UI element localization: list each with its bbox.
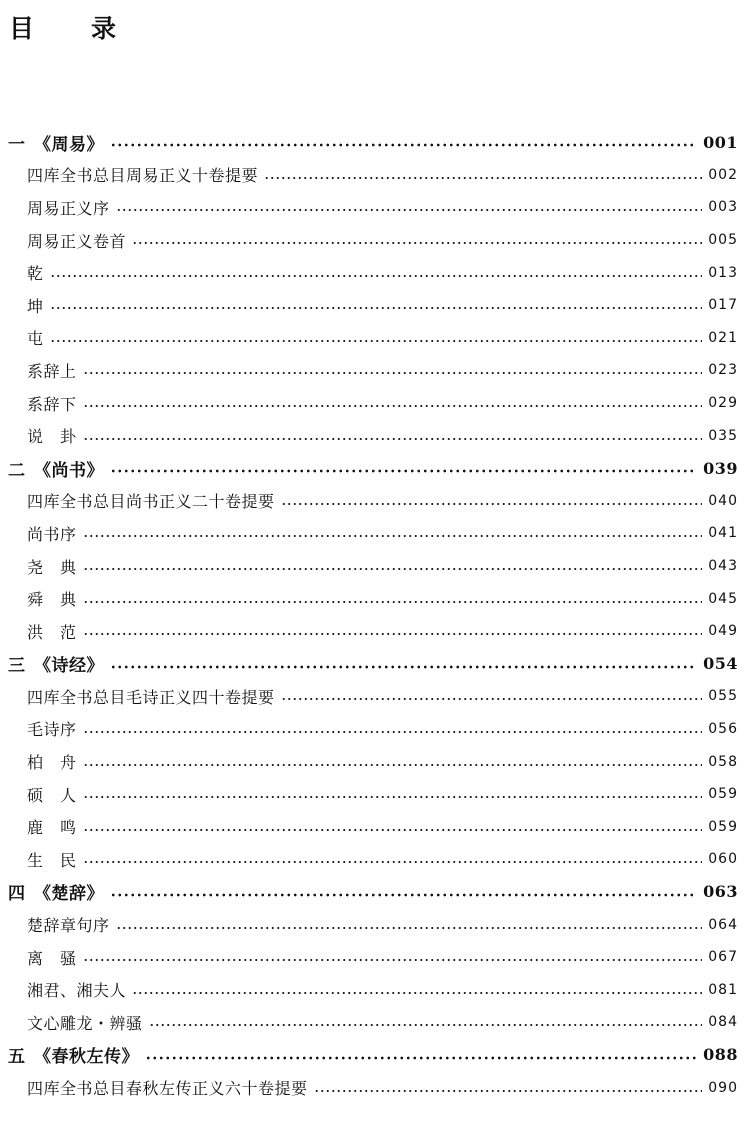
toc-entry-row[interactable] bbox=[0, 908, 738, 941]
toc-entry-title: 硕 人 bbox=[27, 785, 77, 805]
dot-leader bbox=[149, 1023, 703, 1027]
toc-entry-title: 四库全书总目尚书正义二十卷提要 bbox=[27, 492, 275, 512]
toc-entry-row[interactable] bbox=[0, 778, 738, 811]
dot-leader bbox=[83, 958, 703, 962]
toc-page-number: 084 bbox=[708, 1014, 738, 1031]
toc-entry-row[interactable] bbox=[0, 256, 738, 289]
toc-entry-row[interactable] bbox=[0, 485, 738, 518]
dot-leader bbox=[281, 502, 703, 506]
toc-chapter-title bbox=[8, 456, 104, 481]
toc-entry-title: 坤 bbox=[27, 296, 44, 316]
toc-entry-title: 四库全书总目毛诗正义四十卷提要 bbox=[27, 687, 275, 707]
toc-entry-title: 周易正义卷首 bbox=[27, 231, 127, 251]
dot-leader bbox=[83, 730, 703, 734]
dot-leader bbox=[83, 632, 703, 636]
toc-entry-row[interactable] bbox=[0, 973, 738, 1006]
dot-leader bbox=[83, 404, 703, 408]
toc-chapter-label: 《春秋左传》 bbox=[34, 1047, 139, 1068]
toc-chapter-row[interactable] bbox=[0, 1039, 738, 1072]
dot-leader bbox=[50, 339, 703, 343]
toc-chapter-label: 《诗经》 bbox=[34, 656, 104, 677]
dot-leader bbox=[281, 697, 703, 701]
toc-entry-title: 四库全书总目周易正义十卷提要 bbox=[27, 166, 259, 186]
dot-leader bbox=[83, 567, 703, 571]
toc-page-number: 039 bbox=[703, 458, 738, 478]
toc-page-number: 056 bbox=[708, 720, 738, 737]
dot-leader bbox=[83, 860, 703, 864]
dot-leader bbox=[83, 600, 703, 604]
dot-leader bbox=[50, 306, 703, 310]
toc-entry-title: 屯 bbox=[27, 329, 44, 349]
toc-page-number: 001 bbox=[703, 132, 738, 152]
toc-entry-title: 尧 典 bbox=[27, 557, 77, 577]
toc-entry-row[interactable] bbox=[0, 159, 738, 192]
toc-entry-title: 文心雕龙・辨骚 bbox=[27, 1013, 143, 1033]
toc-entry-title: 系辞上 bbox=[27, 361, 77, 381]
toc-page-number: 023 bbox=[708, 362, 738, 379]
toc-page-number: 058 bbox=[708, 753, 738, 770]
dot-leader bbox=[132, 241, 702, 245]
toc-entry-title: 乾 bbox=[27, 264, 44, 284]
toc-entry-row[interactable] bbox=[0, 941, 738, 974]
toc-page-number: 002 bbox=[708, 166, 738, 183]
toc-page-number: 067 bbox=[708, 949, 738, 966]
toc-entry-row[interactable] bbox=[0, 289, 738, 322]
toc-chapter-row[interactable] bbox=[0, 126, 738, 159]
dot-leader bbox=[110, 893, 697, 897]
toc-entry-title: 尚书序 bbox=[27, 524, 77, 544]
toc-page-number: 088 bbox=[703, 1045, 738, 1065]
dot-leader bbox=[264, 176, 702, 180]
toc-entry-title: 说 卦 bbox=[27, 427, 77, 447]
dot-leader bbox=[145, 1056, 697, 1060]
toc-entry-row[interactable] bbox=[0, 810, 738, 843]
toc-entry-row[interactable] bbox=[0, 615, 738, 648]
toc-page-number: 005 bbox=[708, 232, 738, 249]
toc-page-number: 063 bbox=[703, 882, 738, 902]
table-of-contents bbox=[0, 126, 738, 1104]
toc-page-number: 035 bbox=[708, 427, 738, 444]
toc-chapter-number: 四 bbox=[8, 884, 26, 905]
toc-page-number: 055 bbox=[708, 688, 738, 705]
toc-entry-row[interactable] bbox=[0, 224, 738, 257]
toc-chapter-number: 五 bbox=[8, 1047, 26, 1068]
toc-entry-title: 系辞下 bbox=[27, 394, 77, 414]
toc-chapter-label: 《周易》 bbox=[34, 134, 104, 155]
toc-entry-row[interactable] bbox=[0, 419, 738, 452]
dot-leader bbox=[83, 534, 703, 538]
toc-entry-title: 楚辞章句序 bbox=[27, 916, 110, 936]
toc-page-number: 021 bbox=[708, 329, 738, 346]
toc-entry-title: 四库全书总目春秋左传正义六十卷提要 bbox=[27, 1079, 308, 1099]
toc-entry-row[interactable] bbox=[0, 191, 738, 224]
toc-chapter-label: 《尚书》 bbox=[34, 460, 104, 481]
toc-entry-title: 周易正义序 bbox=[27, 198, 110, 218]
toc-chapter-number: 一 bbox=[8, 134, 26, 155]
toc-page-number: 060 bbox=[708, 851, 738, 868]
toc-entry-title: 鹿 鸣 bbox=[27, 818, 77, 838]
toc-chapter-row[interactable] bbox=[0, 648, 738, 681]
toc-page-number: 064 bbox=[708, 916, 738, 933]
toc-page-number: 049 bbox=[708, 623, 738, 640]
toc-page-number: 059 bbox=[708, 818, 738, 835]
toc-entry-row[interactable] bbox=[0, 322, 738, 355]
toc-page-number: 059 bbox=[708, 786, 738, 803]
toc-chapter-title bbox=[8, 879, 104, 904]
toc-chapter-row[interactable] bbox=[0, 452, 738, 485]
toc-entry-row[interactable] bbox=[0, 745, 738, 778]
dot-leader bbox=[110, 469, 697, 473]
toc-entry-row[interactable] bbox=[0, 843, 738, 876]
dot-leader bbox=[132, 991, 702, 995]
page-title: 目 录 bbox=[9, 14, 133, 43]
toc-entry-row[interactable] bbox=[0, 550, 738, 583]
toc-page-number: 003 bbox=[708, 199, 738, 216]
dot-leader bbox=[83, 371, 703, 375]
toc-page-number: 043 bbox=[708, 558, 738, 575]
toc-chapter-title bbox=[8, 1042, 139, 1067]
toc-page-number: 081 bbox=[708, 981, 738, 998]
dot-leader bbox=[110, 665, 697, 669]
toc-page-number: 040 bbox=[708, 492, 738, 509]
dot-leader bbox=[116, 926, 703, 930]
dot-leader bbox=[50, 274, 703, 278]
toc-entry-title: 离 骚 bbox=[27, 948, 77, 968]
toc-chapter-title bbox=[8, 130, 104, 155]
dot-leader bbox=[110, 143, 697, 147]
dot-leader bbox=[83, 763, 703, 767]
dot-leader bbox=[116, 208, 703, 212]
toc-entry-row[interactable] bbox=[0, 582, 738, 615]
toc-page-number: 017 bbox=[708, 297, 738, 314]
toc-entry-row[interactable] bbox=[0, 517, 738, 550]
toc-chapter-row[interactable] bbox=[0, 876, 738, 909]
toc-entry-title: 柏 舟 bbox=[27, 753, 77, 773]
toc-page-number: 013 bbox=[708, 264, 738, 281]
dot-leader bbox=[83, 828, 703, 832]
toc-chapter-number: 二 bbox=[8, 460, 26, 481]
toc-entry-row[interactable] bbox=[0, 387, 738, 420]
toc-entry-title: 洪 范 bbox=[27, 622, 77, 642]
dot-leader bbox=[83, 795, 703, 799]
dot-leader bbox=[314, 1089, 703, 1093]
toc-entry-row[interactable] bbox=[0, 1006, 738, 1039]
toc-page-number: 041 bbox=[708, 525, 738, 542]
toc-entry-row[interactable] bbox=[0, 1071, 738, 1104]
toc-entry-title: 毛诗序 bbox=[27, 720, 77, 740]
toc-entry-title: 湘君、湘夫人 bbox=[27, 981, 127, 1001]
toc-page-number: 054 bbox=[703, 654, 738, 674]
toc-entry-title: 生 民 bbox=[27, 850, 77, 870]
toc-chapter-number: 三 bbox=[8, 656, 26, 677]
toc-page-number: 090 bbox=[708, 1079, 738, 1096]
toc-page-number: 045 bbox=[708, 590, 738, 607]
toc-chapter-title bbox=[8, 651, 104, 676]
toc-chapter-label: 《楚辞》 bbox=[34, 884, 104, 905]
toc-entry-row[interactable] bbox=[0, 713, 738, 746]
toc-entry-row[interactable] bbox=[0, 680, 738, 713]
toc-entry-title: 舜 典 bbox=[27, 590, 77, 610]
toc-page-number: 029 bbox=[708, 395, 738, 412]
toc-entry-row[interactable] bbox=[0, 354, 738, 387]
dot-leader bbox=[83, 437, 703, 441]
